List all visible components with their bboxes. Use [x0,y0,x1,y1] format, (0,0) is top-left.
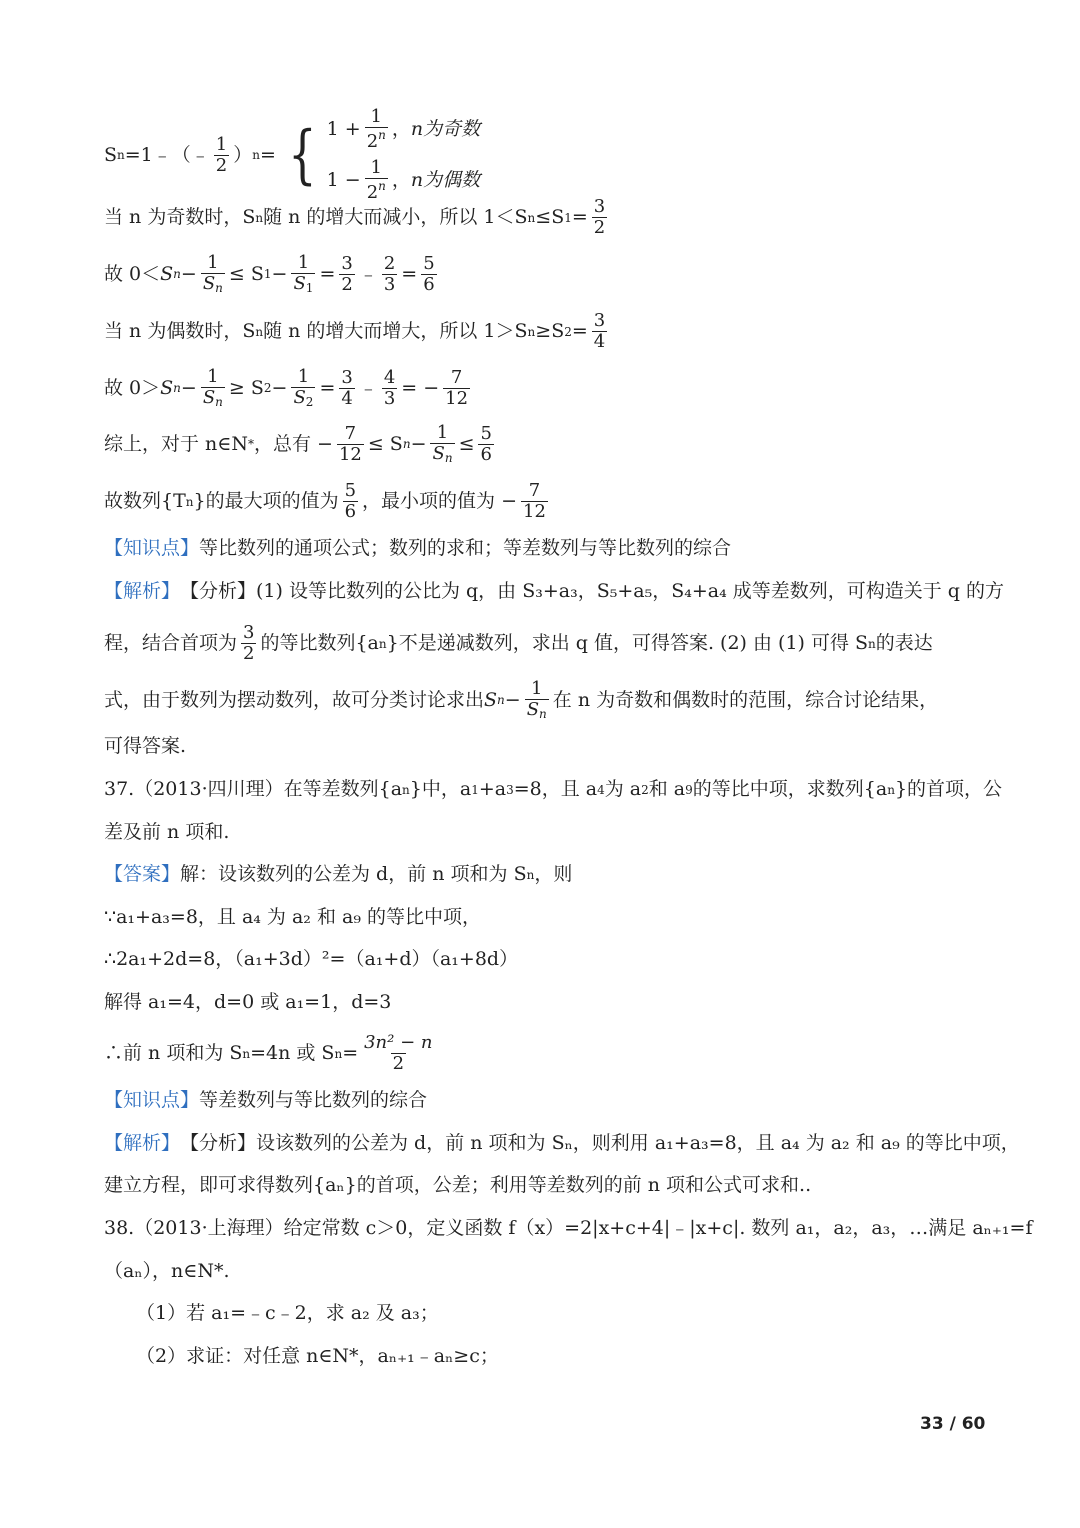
text: 程，结合首项为 [104,632,238,654]
text: 的表达 [875,632,933,654]
text: 当 n 为奇数时，S [104,206,256,228]
text: 1 [471,782,479,797]
text: 6 [480,443,492,465]
text: = [571,320,588,342]
text: S [293,387,306,408]
text: 2 [392,1053,405,1074]
text: n [527,324,536,339]
text: （1）若 a₁=﹣c﹣2，求 a₂ 及 a₃； [136,1302,439,1324]
fraction [382,252,397,295]
text: 3 [383,273,396,295]
formula-sn-piecewise [104,108,480,202]
text: 【分析】设该数列的公差为 d，前 n 项和为 Sₙ，则利用 a₁+a₃=8，且 a₄ 为 a₂ 和 a₉ 的等比中项， [180,1132,1020,1154]
fraction [421,252,436,295]
text: = [319,376,336,399]
text: = [319,262,336,285]
text: 2 [383,252,396,274]
text: 解：设该数列的公差为 d，前 n 项和为 S [180,863,527,885]
tag-label: 【解析】 [104,1132,181,1154]
text: S [160,376,174,399]
fraction [365,159,388,202]
text: S [526,699,540,720]
text-line [104,823,229,842]
text: 为 a [604,778,642,800]
text: − [180,262,197,285]
text: ﹣ [358,376,378,399]
formula-line [104,368,474,408]
text: 式，由于数列为摆动数列，故可分类讨论求出 [104,688,485,711]
text: 和 a [648,778,686,800]
text: ≤ S [228,262,264,285]
fraction [478,422,493,465]
text: 故 0＜ [104,262,161,285]
text: ，总有 − [253,432,333,455]
fraction [382,366,397,409]
text: 7 [450,366,463,388]
text: 差及前 n 项和. [104,821,230,843]
text: ∴前 n 项和为 S [104,1042,243,1064]
formula-line [104,482,552,521]
text-line [104,198,611,237]
text: n [185,494,194,509]
text: 3 [383,387,396,409]
text: }中，a [409,778,472,800]
text: ≤ S [367,432,403,455]
text: = [401,262,418,285]
text: 2 [564,324,572,339]
text: 综上，对于 n∈N [104,432,248,455]
knowledge-point [104,539,731,558]
text-line [104,993,391,1012]
text: 1 + [326,118,361,140]
text: = [571,206,588,228]
formula-line [104,254,441,294]
text: 2 [593,217,606,238]
text: +a [478,778,507,800]
fraction [339,366,354,409]
text: n [378,636,387,651]
text: n [526,867,535,882]
text: 6 [344,501,357,522]
sub-question-2 [136,1347,499,1366]
text: S [484,688,498,711]
text: 2 [305,395,314,409]
fraction [291,254,315,294]
text: S [202,273,216,294]
text: 3 [341,252,353,274]
fraction [430,424,454,464]
knowledge-point [104,1091,427,1110]
text-line [104,908,481,927]
text: 2 [366,131,379,152]
text: − [271,262,288,285]
text: }的最大项的值为 [193,490,339,512]
text: =4n 或 S [250,1042,335,1064]
text: 7 [344,422,357,444]
fraction [592,312,607,351]
text: − [410,432,427,455]
text: = [342,1042,359,1064]
text: n [215,395,223,409]
text: n [887,782,895,797]
text-line [104,950,518,969]
text: − [180,376,197,399]
text: 1 [263,267,272,281]
sub: n [117,148,125,162]
text: 的等比数列{a [260,632,379,654]
text: 建立方程，即可求得数列{aₙ}的首项，公差；利用等差数列的前 n 项和公式可求和.. [104,1174,812,1196]
text: n [868,636,876,651]
text: n [402,437,411,451]
text: n [378,179,386,193]
text: 可得答案. [104,735,187,757]
text: 等比数列的通项公式；数列的求和；等差数列与等比数列的综合 [199,537,732,559]
answer [104,865,572,884]
text: n [334,1046,343,1061]
text: n [215,281,223,295]
text: }不是递减数列，求出 q 值，可得答案. (2) 由 (1) 可得 S [386,632,869,654]
fraction [214,133,229,176]
text: n [255,324,264,339]
text: ，最小项的值为 − [362,490,518,512]
tag-label: 【答案】 [104,863,181,885]
text-line [104,680,938,720]
tag-label: 【知识点】 [104,1089,200,1111]
text: =1﹣（﹣ [124,143,210,166]
text: 3 [593,310,606,331]
text: 2 [263,381,272,395]
fraction [443,366,470,409]
text: n [378,128,386,142]
text: 3 [506,782,514,797]
fraction [201,368,225,408]
text: 随 n 的增大而增大，所以 1＞S [263,320,528,342]
text-line [104,1176,811,1195]
text: 2 [243,643,255,664]
text: 2 [366,182,379,203]
text: 1 [370,106,382,127]
text-line [104,1262,230,1281]
text: 故数列{T [104,490,186,512]
text: 1 − [326,169,361,191]
text: 1 [297,366,310,387]
text: 在 n 为奇数和偶数时的范围，综合讨论结果， [552,688,939,711]
text: 3 [341,366,353,388]
text: ， [391,118,411,140]
analysis [104,582,1004,601]
fraction [339,252,354,295]
text: ） [233,143,253,166]
text: ， [391,169,411,191]
text-line [104,312,611,351]
text: n [173,267,181,281]
text: 1 [436,422,449,443]
text: =8，且 a [513,778,598,800]
sup: n [252,148,260,162]
text: 5 [344,480,357,501]
text: ，则 [534,863,573,885]
text: S [160,262,174,285]
text: n [539,707,547,721]
page-number: 33 / 60 [920,1414,986,1434]
text: 1 [370,157,382,178]
text: ≥ S [228,376,264,399]
problem-37 [104,780,1002,799]
fraction [201,254,225,294]
text: 2 [215,154,228,176]
text: ∴2a₁+2d=8，（a₁+3d）²=（a₁+d）（a₁+8d） [104,948,519,970]
text: 4 [383,366,396,388]
text: 随 n 的增大而减小，所以 1＜S [263,206,528,228]
text: （2）求证：对任意 n∈N*，aₙ₊₁﹣aₙ≥c； [136,1345,499,1367]
problem-38 [104,1219,1032,1238]
text: S [202,387,216,408]
text: 6 [423,273,435,295]
sub-question-1 [136,1304,439,1323]
text: 故 0＞ [104,376,161,399]
formula-line [104,1034,439,1073]
text: * [247,437,254,451]
text: 【分析】(1) 设等比数列的公比为 q，由 S₃+a₃，S₅+a₅，S₄+a₄ 成等差数列，可构造关于 q 的方 [180,580,1004,602]
text: 3 [243,622,255,643]
text: n [173,381,181,395]
text: ≥S [535,320,565,342]
text: 38.（2013·上海理）给定常数 c＞0，定义函数 f（x）=2|x+c+4|﹣|x+c|. 数列 a₁，a₂，a₃，…满足 aₙ₊₁=f [104,1217,1033,1239]
text: 1 [564,210,572,225]
text: （aₙ），n∈N*. [104,1260,230,1282]
text: n [444,451,453,465]
text: n [402,782,410,797]
fraction [362,1034,434,1073]
text: 5 [423,252,435,274]
text: 4 [597,782,605,797]
text: S [432,443,445,464]
fraction [241,624,256,663]
text: 3n² − n [364,1032,433,1053]
fraction [291,368,315,408]
fraction [525,680,549,720]
text: ﹣ [358,262,378,285]
text: n [255,210,264,225]
text: 1 [215,133,228,155]
cases [327,108,481,202]
left-brace-icon: { [288,118,317,192]
text: − [504,688,521,711]
text: 12 [445,387,469,409]
text: 12 [523,501,546,522]
text: 3 [593,196,606,217]
text: 1 [207,366,219,387]
text: }的首项，公 [894,778,1003,800]
text: n为奇数 [410,118,481,140]
text: S [293,273,306,294]
text-line [104,737,186,756]
text: 的等比中项，求数列{a [692,778,888,800]
text: 等差数列与等比数列的综合 [199,1089,428,1111]
text: S [104,143,118,166]
text: n [497,693,505,707]
text: 37.（2013·四川理）在等差数列{a [104,778,403,800]
text: 4 [593,331,606,352]
text: − [271,376,288,399]
text: 12 [338,443,362,465]
text: 当 n 为偶数时，S [104,320,256,342]
analysis [104,1134,1020,1153]
tag-label: 【知识点】 [104,537,200,559]
fraction [521,482,548,521]
text: ≤S [535,206,565,228]
text: 9 [685,782,693,797]
text: n [527,210,536,225]
text: 7 [528,480,541,501]
text: 5 [480,422,492,444]
fraction [343,482,358,521]
text: 4 [341,387,353,409]
text: = − [401,376,440,399]
text: 1 [207,252,219,273]
text: n为偶数 [410,169,481,191]
text: 1 [531,678,543,699]
text: n [242,1046,251,1061]
text: 1 [305,281,314,295]
text-line [104,624,933,663]
tag-label: 【解析】 [104,580,181,602]
text: 2 [641,782,649,797]
fraction [365,108,388,151]
text: 1 [297,252,310,273]
text: = [259,143,276,166]
text: ∵a₁+a₃=8，且 a₄ 为 a₂ 和 a₉ 的等比中项， [104,906,481,928]
formula-line [104,424,498,464]
fraction [337,422,364,465]
text: ≤ [458,432,475,455]
text: 解得 a₁=4，d=0 或 a₁=1，d=3 [104,991,392,1013]
text: 2 [341,273,353,295]
fraction [592,198,607,237]
